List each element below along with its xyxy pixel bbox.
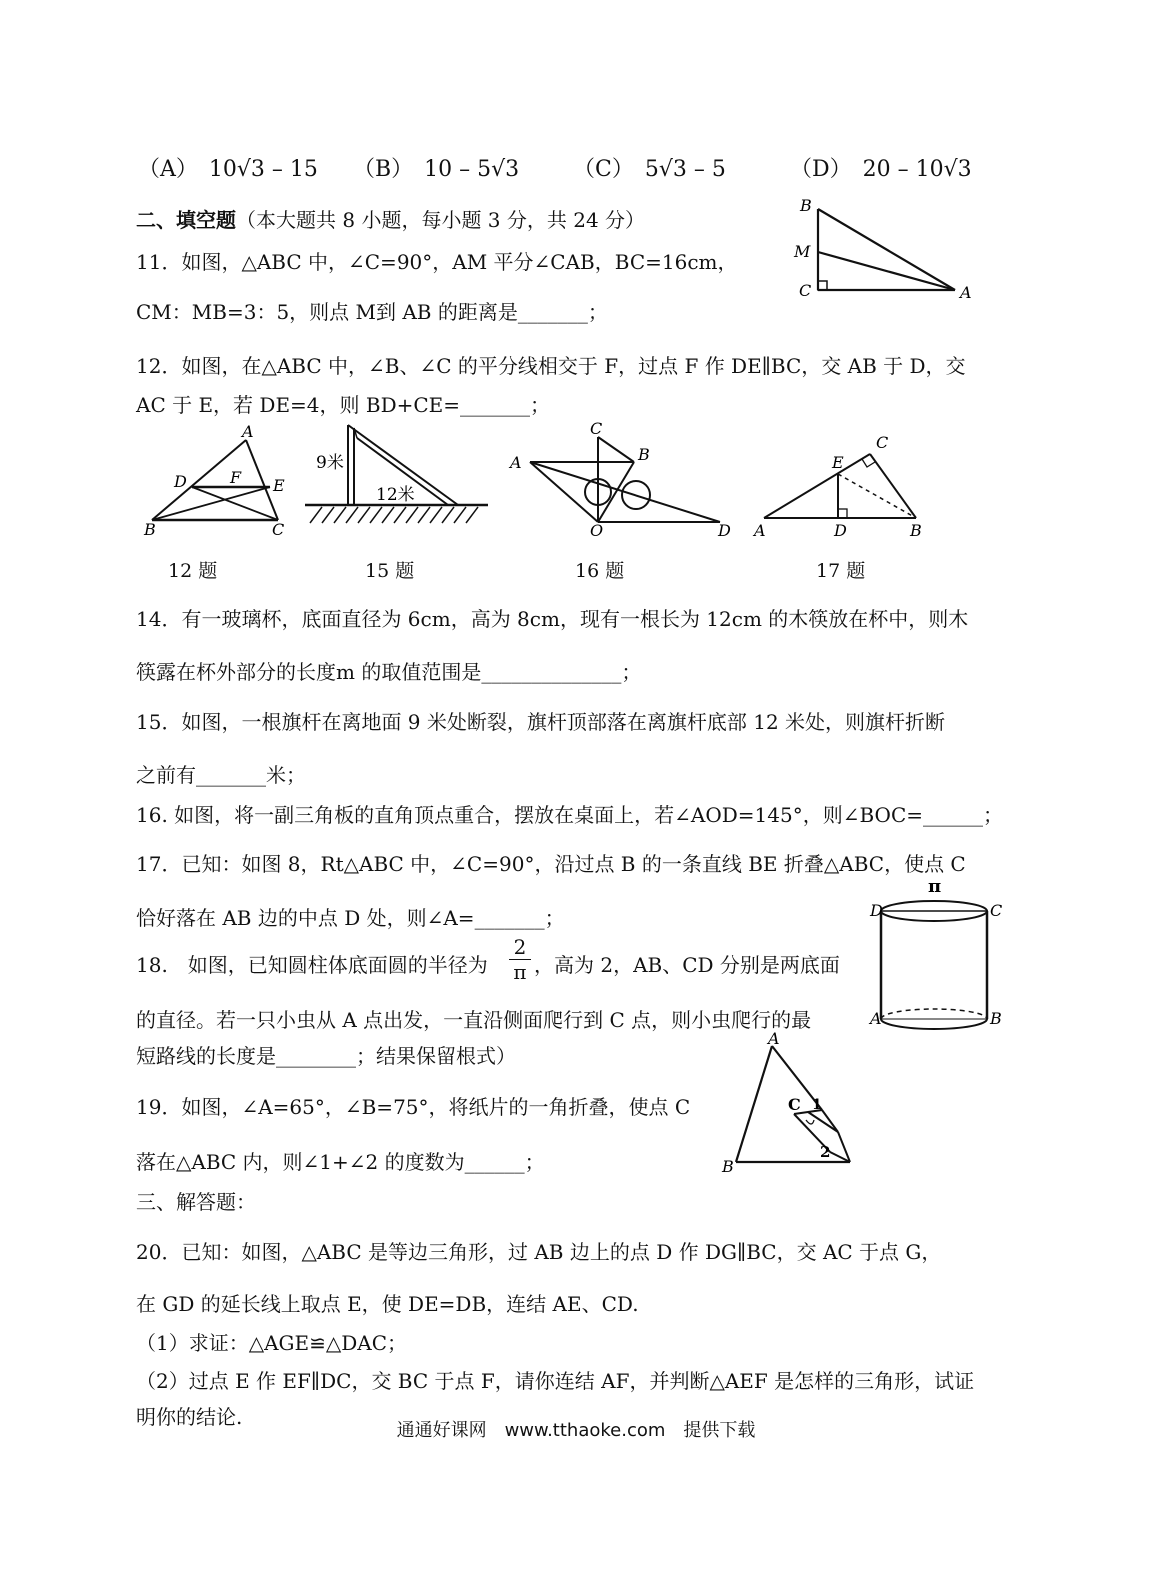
svg-text:1: 1 <box>812 1097 822 1113</box>
q20-part2b: 明你的结论. <box>136 1405 243 1429</box>
svg-text:A: A <box>960 283 972 302</box>
q18-frac-num: 2 <box>513 935 527 959</box>
svg-text:D: D <box>718 521 731 540</box>
figure-q17 <box>750 422 930 542</box>
q18-fraction <box>509 935 531 984</box>
q12-line1: 12．如图，在△ABC 中，∠B、∠C 的平分线相交于 F，过点 F 作 DE∥BC，交 AB 于 D，交 <box>136 354 966 378</box>
q18-line1a: 18. 如图，已知圆柱体底面圆的半径为 <box>136 953 488 977</box>
q17-line2: 恰好落在 AB 边的中点 D 处，则∠A=_______； <box>136 906 565 930</box>
q20-line1: 20．已知：如图，△ABC 是等边三角形，过 AB 边上的点 D 作 DG∥BC，交 AC 于点 G， <box>136 1240 942 1264</box>
q17-line1: 17．已知：如图 8，Rt△ABC 中，∠C=90°，沿过点 B 的一条直线 BE 折叠△ABC，使点 C <box>136 852 966 876</box>
option-b: （B） 10 – 5√3 <box>353 157 520 182</box>
q18-line1b: ，高为 2，AB、CD 分别是两底面 <box>534 953 840 977</box>
q15-line1: 15．如图，一根旗杆在离地面 9 米处断裂，旗杆顶部落在离旗杆底部 12 米处，则旗杆折断 <box>136 710 946 734</box>
figure-q12 <box>140 422 300 540</box>
q20-part2: （2）过点 E 作 EF∥DC，交 BC 于点 F，请你连结 AF，并判断△AEF 是怎样的三角形，试证 <box>136 1369 975 1393</box>
option-c: （C） 5√3 – 5 <box>573 157 726 182</box>
q16-line1: 16. 如图，将一副三角板的直角顶点重合，摆放在桌面上，若∠AOD=145°，则∠BOC=______； <box>136 803 1004 827</box>
q14-line2: 筷露在杯外部分的长度m 的取值范围是______________； <box>136 660 642 684</box>
q20-line2: 在 GD 的延长线上取点 E，使 DE=DB，连结 AE、CD. <box>136 1292 639 1316</box>
q11-line2: CM：MB=3：5，则点 M到 AB 的距离是_______； <box>136 300 608 324</box>
svg-text:O: O <box>590 521 604 540</box>
svg-text:C: C <box>788 1095 801 1114</box>
figure-q19 <box>718 1029 878 1176</box>
label-fig12: 12 题 <box>168 560 218 582</box>
q15-line2: 之前有_______米； <box>136 763 306 787</box>
fig11-ba <box>818 209 955 290</box>
svg-text:E: E <box>273 476 285 495</box>
svg-text:E: E <box>832 453 844 472</box>
label-fig15: 15 题 <box>365 560 415 582</box>
svg-text:C: C <box>876 433 889 452</box>
svg-text:2: 2 <box>820 1143 831 1161</box>
svg-text:D: D <box>174 472 187 491</box>
fig11-right-angle <box>818 281 827 290</box>
svg-text:C: C <box>799 281 812 300</box>
svg-text:A: A <box>768 1029 780 1048</box>
q20-part1: （1）求证：△AGE≌△DAC； <box>136 1331 408 1355</box>
svg-text:A: A <box>870 1009 882 1028</box>
q18-line3: 短路线的长度是________；结果保留根式） <box>136 1044 516 1068</box>
option-a: （A） 10√3 – 15 <box>138 157 318 182</box>
figure-cylinder <box>866 876 1006 1036</box>
q19-line2: 落在△ABC 内，则∠1+∠2 的度数为______； <box>136 1150 545 1174</box>
section2-title: 二、填空题 <box>136 208 236 232</box>
svg-text:B: B <box>800 196 812 215</box>
label-fig17: 17 题 <box>816 560 866 582</box>
label-fig16: 16 题 <box>575 560 625 582</box>
q18-line2: 的直径。若一只小虫从 A 点出发，一直沿侧面爬行到 C 点，则小虫爬行的最 <box>136 1008 812 1032</box>
q12-line2: AC 于 E，若 DE=4，则 BD+CE=_______； <box>136 393 551 417</box>
svg-text:B: B <box>144 520 156 539</box>
svg-text:A: A <box>754 521 766 540</box>
section2-heading <box>136 208 645 232</box>
fig15-twelve-label: 12米 <box>376 485 415 505</box>
figure-q15 <box>300 420 500 540</box>
section3-title: 三、解答题： <box>136 1190 256 1214</box>
cylinder-top-label: π <box>928 876 942 897</box>
svg-text:D: D <box>870 901 883 920</box>
svg-text:B: B <box>638 445 650 464</box>
svg-text:C: C <box>590 419 603 438</box>
svg-text:M: M <box>794 242 811 261</box>
q14-line1: 14．有一玻璃杯，底面直径为 6cm，高为 8cm，现有一根长为 12cm 的木筷放在杯中，则木 <box>136 607 969 631</box>
svg-text:C: C <box>990 901 1003 920</box>
svg-text:D: D <box>834 521 847 540</box>
option-d: （D） 20 – 10√3 <box>790 157 972 182</box>
q11-line1: 11．如图，△ABC 中，∠C=90°，AM 平分∠CAB，BC=16cm， <box>136 250 738 274</box>
figure-q11 <box>790 195 990 305</box>
svg-text:B: B <box>990 1009 1002 1028</box>
q19-line1: 19．如图，∠A=65°，∠B=75°，将纸片的一角折叠，使点 C <box>136 1095 691 1119</box>
fig15-nine-label: 9米 <box>316 453 344 473</box>
svg-text:A: A <box>510 453 522 472</box>
fig11-ma <box>818 252 955 290</box>
section2-note: （本大题共 8 小题，每小题 3 分，共 24 分） <box>236 208 646 232</box>
svg-text:B: B <box>722 1157 734 1176</box>
footer-credit: 通通好课网 www.tthaoke.com 提供下载 <box>396 1420 756 1441</box>
svg-text:A: A <box>242 422 254 441</box>
svg-text:C: C <box>272 520 285 539</box>
q18-frac-den: π <box>509 959 531 984</box>
svg-text:F: F <box>230 468 242 487</box>
figure-q16 <box>508 419 738 542</box>
svg-text:B: B <box>910 521 922 540</box>
